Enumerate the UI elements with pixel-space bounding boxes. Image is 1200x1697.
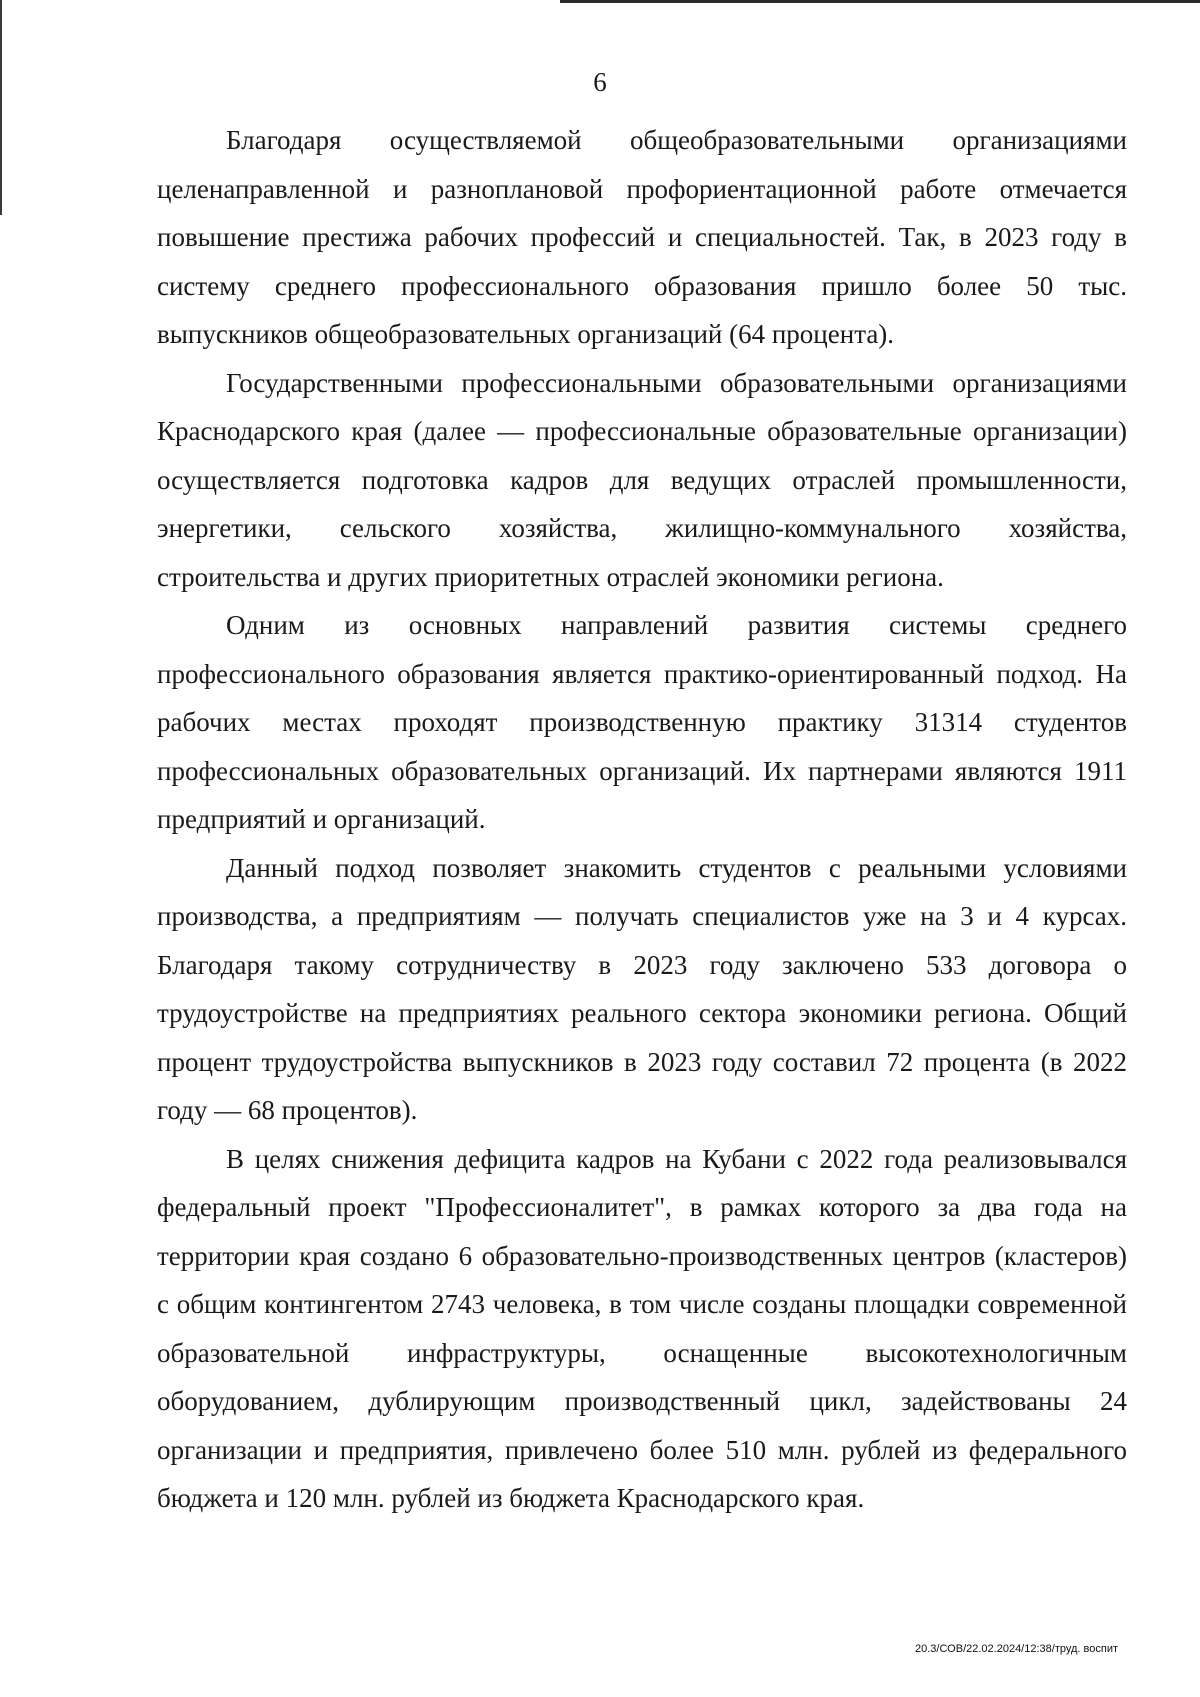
scan-edge-left (0, 0, 2, 215)
paragraph-employment: Данный подход позволяет знакомить студентов с реальными условиями производства, а предприятиям — получать специалистов уже на 3 и 4 курсах. Благодаря такому сотрудничеству в 2023 году заключено 533 договора о трудоустройстве на предприятиях реального сектора экономики региона. Общий процент трудоустройства выпускников в 2023 году составил 72 процента (в 2022 году — 68 процентов). (157, 852, 1127, 1125)
scan-edge-top (560, 0, 1200, 3)
paragraph-professionalitet: В целях снижения дефицита кадров на Кубани с 2022 года реализовывался федеральный проект "Профессионалитет", в рамках которого за два года на территории края создано 6 образовательно-производственных центров (кластеров) с общим контингентом 2743 человека, в том числе созданы площадки современной образовательной инфраструктуры, оснащенные высокотехнологичным оборудованием, дублирующим производственный цикл, задействованы 24 организации и предприятия, привлечено более 510 млн. рублей из федерального бюджета и 120 млн. рублей из бюджета Краснодарского края. (157, 1143, 1127, 1513)
paragraph-career-guidance: Благодаря осуществляемой общеобразовательными организациями целенаправленной и разноплановой профориентационной работе отмечается повышение престижа рабочих профессий и специальностей. Так, в 2023 году в систему среднего профессионального образования пришло более 50 тыс. выпускников общеобразовательных организаций (64 процента). (157, 125, 1127, 349)
document-footer-code: 20.3/СОВ/22.02.2024/12:38/труд. воспит (915, 1643, 1118, 1655)
document-body (157, 116, 1127, 1523)
paragraph-training-staff: Государственными профессиональными образовательными организациями Краснодарского края (далее — профессиональные образовательные организации) осуществляется подготовка кадров для ведущих отраслей промышленности, энергетики, сельского хозяйства, жилищно-коммунального хозяйства, строительства и других приоритетных отраслей экономики региона. (157, 367, 1127, 592)
paragraph-practice-oriented: Одним из основных направлений развития системы среднего профессионального образования является практико-ориентированный подход. На рабочих местах проходят производственную практику 31314 студентов профессиональных образовательных организаций. Их партнерами являются 1911 предприятий и организаций. (157, 610, 1127, 834)
page-number: 6 (593, 67, 607, 97)
